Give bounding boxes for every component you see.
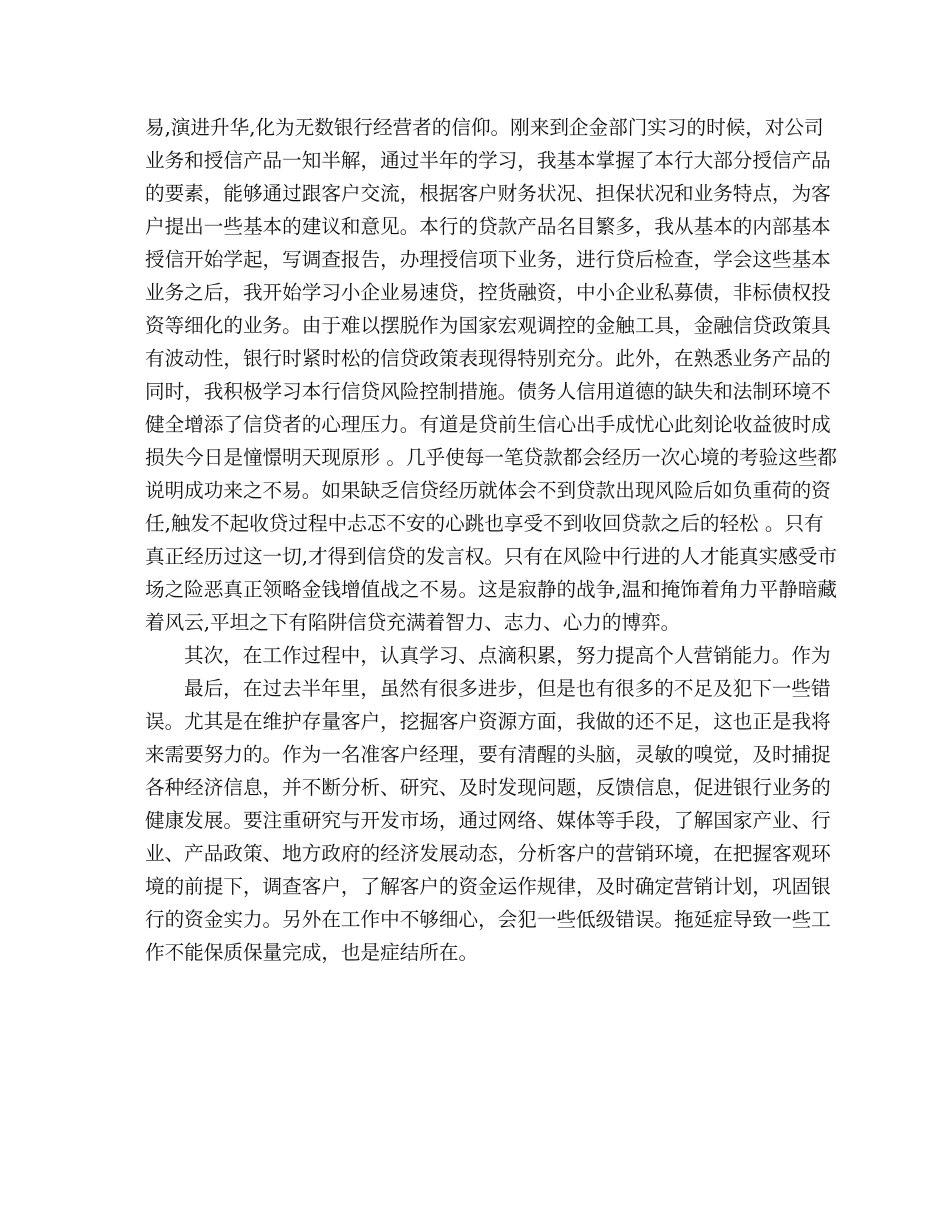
paragraph-shortcomings bbox=[145, 672, 831, 969]
document-body bbox=[145, 111, 838, 969]
text-line: 业务和授信产品一知半解，通过半年的学习，我基本掌握了本行大部分授信产品 bbox=[145, 149, 831, 172]
text-line: 健康发展。要注重研究与开发市场，通过网络、媒体等手段，了解国家产业、行 bbox=[145, 809, 831, 832]
text-line: 健全增添了信贷者的心理压力。有道是贷前生信心出手成忧心此刻论收益彼时成 bbox=[145, 413, 831, 436]
text-line: 业务之后，我开始学习小企业易速贷，控货融资，中小企业私募债，非标债权投 bbox=[145, 281, 831, 304]
text-line: 最后，在过去半年里，虽然有很多进步，但是也有很多的不足及犯下一些错 bbox=[184, 677, 831, 700]
text-line: 说明成功来之不易。如果缺乏信贷经历就体会不到贷款出现风险后如负重荷的资 bbox=[145, 479, 831, 502]
text-line: 行的资金实力。另外在工作中不够细心，会犯一些低级错误。拖延症导致一些工 bbox=[145, 908, 831, 931]
text-line: 其次，在工作过程中，认真学习、点滴积累，努力提高个人营销能力。作为 bbox=[184, 644, 831, 667]
paragraph-credit-experience bbox=[145, 111, 838, 639]
paragraph-marketing-ability bbox=[145, 639, 831, 672]
text-line: 有波动性，银行时紧时松的信贷政策表现得特别充分。此外，在熟悉业务产品的 bbox=[145, 347, 831, 370]
text-line: 授信开始学起，写调查报告，办理授信项下业务，进行贷后检查，学会这些基本 bbox=[145, 248, 831, 271]
text-line: 损失今日是憧憬明天现原形 。几乎使每一笔贷款都会经历一次心境的考验这些都 bbox=[145, 446, 838, 469]
text-line: 着风云,平坦之下有陷阱信贷充满着智力、志力、心力的博弈。 bbox=[145, 611, 681, 634]
text-line: 任,触发不起收贷过程中忐忑不安的心跳也享受不到收回贷款之后的轻松 。只有 bbox=[145, 512, 824, 535]
text-line: 误。尤其是在维护存量客户，挖掘客户资源方面，我做的还不足，这也正是我将 bbox=[145, 710, 831, 733]
text-line: 作不能保质保量完成，也是症结所在。 bbox=[145, 941, 479, 964]
text-line: 场之险恶真正领略金钱增值战之不易。这是寂静的战争,温和掩饰着角力平静暗藏 bbox=[145, 578, 838, 601]
text-line: 各种经济信息，并不断分析、研究、及时发现问题，反馈信息，促进银行业务的 bbox=[145, 776, 831, 799]
text-line: 的要素，能够通过跟客户交流，根据客户财务状况、担保状况和业务特点，为客 bbox=[145, 182, 831, 205]
text-line: 资等细化的业务。由于难以摆脱作为国家宏观调控的金触工具，金融信贷政策具 bbox=[145, 314, 831, 337]
text-line: 业、产品政策、地方政府的经济发展动态，分析客户的营销环境，在把握客观环 bbox=[145, 842, 831, 865]
text-line: 同时，我积极学习本行信贷风险控制措施。债务人信用道德的缺失和法制环境不 bbox=[145, 380, 831, 403]
text-line: 易,演进升华,化为无数银行经营者的信仰。刚来到企金部门实习的时候，对公司 bbox=[145, 116, 824, 139]
text-line: 真正经历过这一切,才得到信贷的发言权。只有在风险中行进的人才能真实感受市 bbox=[145, 545, 838, 568]
text-line: 户提出一些基本的建议和意见。本行的贷款产品名目繁多，我从基本的内部基本 bbox=[145, 215, 831, 238]
text-line: 来需要努力的。作为一名准客户经理，要有清醒的头脑，灵敏的嗅觉，及时捕捉 bbox=[145, 743, 831, 766]
text-line: 境的前提下，调查客户，了解客户的资金运作规律，及时确定营销计划，巩固银 bbox=[145, 875, 831, 898]
